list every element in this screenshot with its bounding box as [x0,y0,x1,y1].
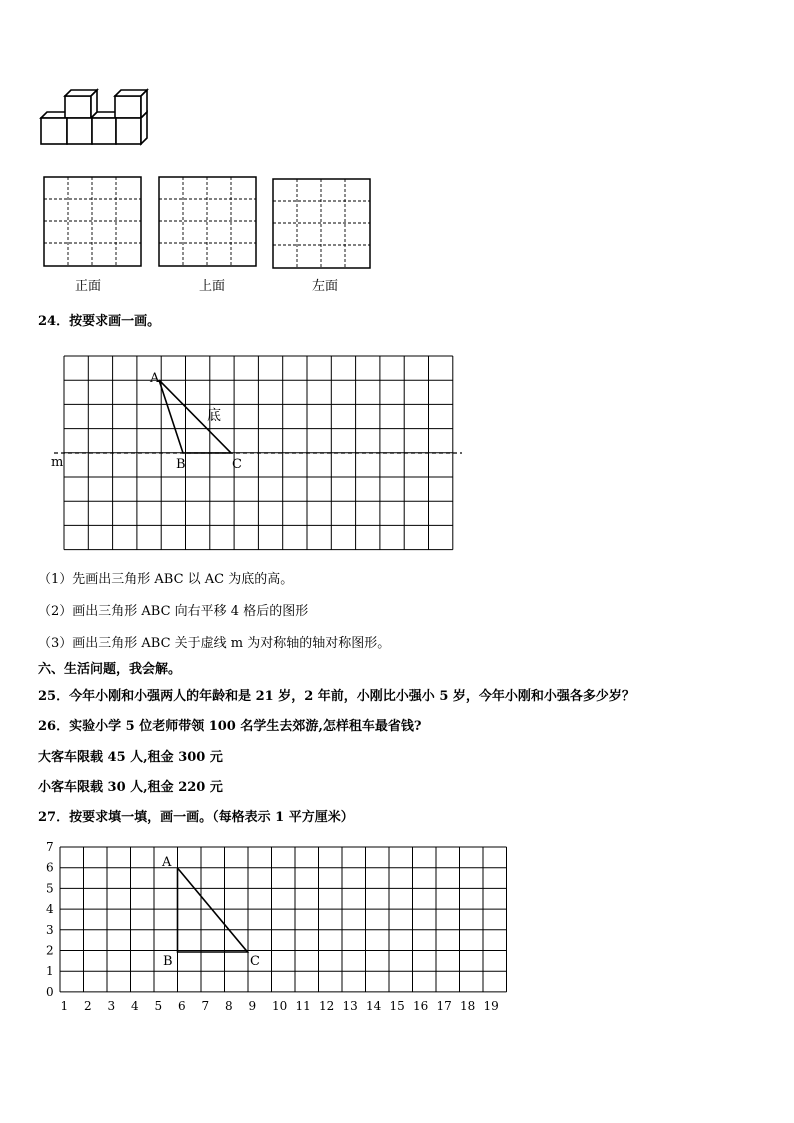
x-tick-label: 18 [460,999,476,1013]
q27-title: 27．按要求填一填，画一画。（每格表示 1 平方厘米） [38,810,354,825]
top-view-label: 上面 [198,279,225,294]
front-view-label: 正面 [74,279,101,294]
q27-label-c: C [250,954,260,969]
x-tick-label: 4 [131,999,139,1013]
y-tick-label: 3 [46,922,54,937]
x-tick-label: 16 [413,999,429,1013]
label-a: A [150,371,160,386]
x-tick-label: 15 [389,999,405,1013]
section6-heading: 六、生活问题，我会解。 [38,662,182,677]
x-tick-label: 12 [319,999,335,1013]
y-tick-label: 4 [46,902,54,917]
q27-label-b: B [163,954,173,969]
q26-big-bus: 大客车限载 45 人,租金 300 元 [38,750,223,765]
left-view-grid[interactable] [272,178,371,269]
y-tick-label: 1 [46,964,54,979]
q24-title: 24．按要求画一画。 [38,314,161,329]
x-tick-label: 7 [201,999,210,1013]
x-tick-label: 6 [178,999,186,1013]
q24-sub1: （1）先画出三角形 ABC 以 AC 为底的高。 [38,572,294,587]
x-tick-label: 19 [483,999,499,1013]
q27-label-a: A [162,855,172,870]
cube-stack-figure [38,88,153,150]
label-base: 底 [207,408,221,424]
y-tick-label: 6 [46,860,54,875]
x-tick-label: 10 [272,999,288,1013]
y-tick-label: 7 [46,840,54,854]
q26-small-bus: 小客车限载 30 人,租金 220 元 [38,780,223,795]
y-tick-label: 2 [46,943,54,958]
x-tick-label: 2 [84,999,92,1013]
x-tick-label: 14 [366,999,382,1013]
x-tick-label: 13 [342,999,358,1013]
x-tick-label: 11 [295,999,311,1013]
x-tick-label: 17 [436,999,452,1013]
left-view-label: 左面 [311,279,338,294]
q25-text: 25．今年小刚和小强两人的年龄和是 21 岁，2 年前，小刚比小强小 5 岁，今年小刚和小强各多少岁？ [38,689,635,704]
x-tick-label: 5 [154,999,163,1013]
front-view-grid[interactable] [43,176,142,267]
x-tick-label: 3 [107,999,116,1013]
q24-sub3: （3）画出三角形 ABC 关于虚线 m 为对称轴的轴对称图形。 [38,636,391,651]
q27-triangle-abc [178,868,248,952]
x-tick-label: 1 [60,999,69,1013]
q24-grid[interactable] [48,350,468,555]
label-m: m [51,455,64,470]
label-b: B [176,457,186,472]
y-tick-label: 0 [46,984,54,999]
q26-title: 26．实验小学 5 位老师带领 100 名学生去郊游,怎样租车最省钱? [38,719,422,734]
x-tick-label: 8 [225,999,233,1013]
label-c: C [232,457,242,472]
top-view-grid[interactable] [158,176,257,267]
q27-grid[interactable] [38,838,528,1020]
y-tick-label: 5 [46,881,54,896]
x-tick-label: 9 [248,999,257,1013]
q24-sub2: （2）画出三角形 ABC 向右平移 4 格后的图形 [38,604,309,619]
